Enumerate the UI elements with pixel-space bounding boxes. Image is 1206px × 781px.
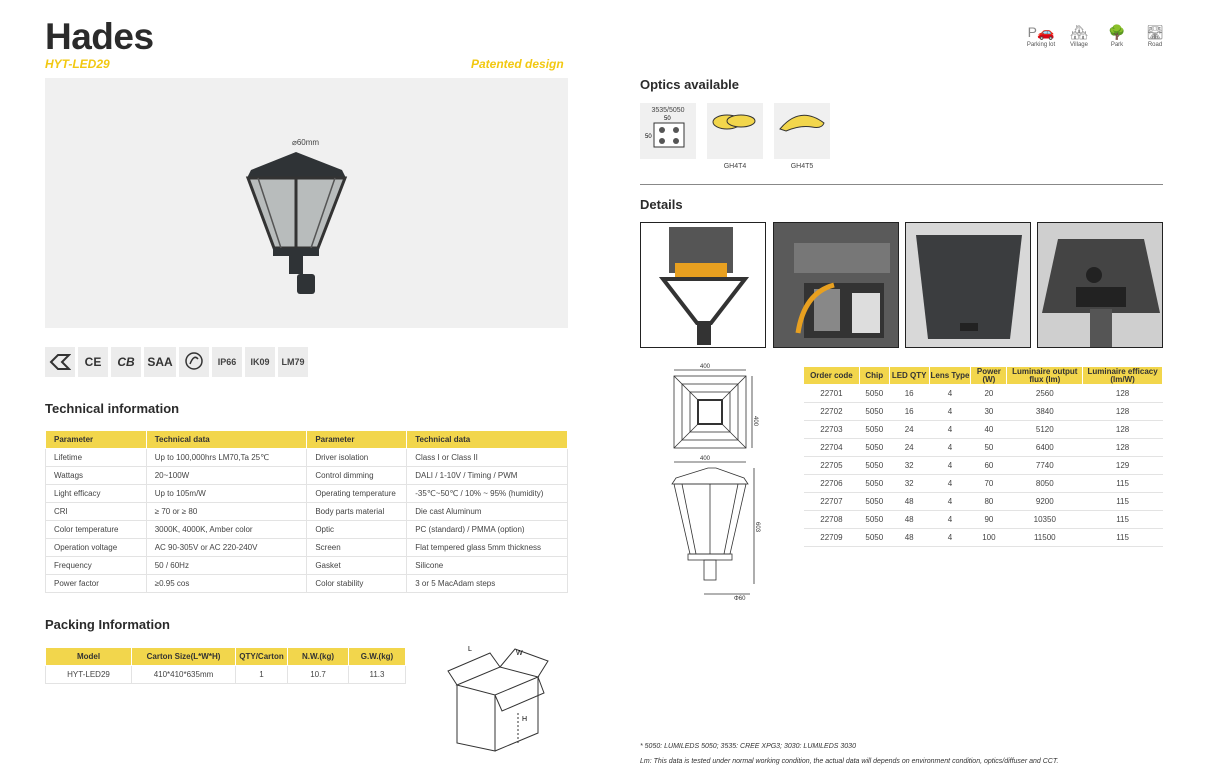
table-cell: 115 — [1083, 529, 1163, 547]
table-cell: 11.3 — [349, 666, 406, 684]
cb-cert-icon: CB — [111, 347, 141, 377]
table-cell: 3000K, 4000K, Amber color — [146, 521, 307, 539]
table-row — [46, 557, 568, 575]
road-app — [1140, 22, 1170, 48]
parking-icon: P🚗 — [1027, 24, 1055, 40]
order-col-header: Chip — [859, 367, 889, 385]
order-col-header: Lens Type — [929, 367, 971, 385]
table-cell: 5050 — [859, 385, 889, 403]
table-cell: Up to 105m/W — [146, 485, 307, 503]
carton-l-label: L — [468, 646, 472, 653]
table-row — [46, 467, 568, 485]
table-cell: 4 — [929, 403, 971, 421]
detail-photo-bottom — [905, 222, 1031, 348]
order-col-header: Luminaire output flux (lm) — [1007, 367, 1083, 385]
table-cell: 9200 — [1007, 493, 1083, 511]
app-label: Park — [1110, 42, 1124, 48]
tech-col-header: Parameter — [307, 431, 407, 449]
table-cell: 90 — [971, 511, 1007, 529]
lm79-cert-icon: LM79 — [278, 347, 308, 377]
page-title: Hades — [45, 16, 154, 57]
table-cell: 40 — [971, 421, 1007, 439]
tech-section-heading: Technical information — [45, 401, 180, 416]
table-cell: 5050 — [859, 421, 889, 439]
optic-dim-b: 50 — [645, 134, 652, 140]
table-row — [46, 666, 406, 684]
table-cell: 50 — [971, 439, 1007, 457]
table-cell: 129 — [1083, 457, 1163, 475]
table-cell: 24 — [889, 421, 929, 439]
table-cell: 4 — [929, 475, 971, 493]
tech-table — [45, 430, 568, 593]
model-code: HYT-LED29 — [45, 57, 110, 71]
dimension-drawing — [660, 362, 770, 602]
table-row — [46, 485, 568, 503]
table-cell: Driver isolation — [307, 449, 407, 467]
table-cell: 5050 — [859, 511, 889, 529]
table-cell: 22703 — [804, 421, 860, 439]
table-cell: 48 — [889, 493, 929, 511]
optic-gh4t5 — [774, 103, 830, 159]
certifications-row — [45, 347, 308, 377]
table-cell: DALI / 1-10V / Timing / PWM — [407, 467, 568, 485]
table-cell: Body parts material — [307, 503, 407, 521]
patent-label: Patented design — [471, 57, 564, 71]
table-cell: 5050 — [859, 475, 889, 493]
table-cell: ≥ 70 or ≥ 80 — [146, 503, 307, 521]
table-cell: 4 — [929, 493, 971, 511]
app-label: Parking lot — [1026, 42, 1056, 48]
table-cell: 4 — [929, 385, 971, 403]
table-cell: 8050 — [1007, 475, 1083, 493]
table-cell: 80 — [971, 493, 1007, 511]
table-cell: 4 — [929, 421, 971, 439]
product-image — [45, 78, 568, 328]
detail-photo-top — [1037, 222, 1163, 348]
table-row — [804, 403, 1163, 421]
table-cell: Class I or Class II — [407, 449, 568, 467]
table-cell: Up to 100,000hrs LM70,Ta 25℃ — [146, 449, 307, 467]
tech-col-header: Technical data — [407, 431, 568, 449]
order-col-header: Luminaire efficacy (lm/W) — [1083, 367, 1163, 385]
lamp-illustration — [45, 78, 568, 328]
table-cell: Control dimming — [307, 467, 407, 485]
table-cell: Die cast Aluminum — [407, 503, 568, 521]
pack-col-header: QTY/Carton — [236, 648, 288, 666]
table-cell: 3840 — [1007, 403, 1083, 421]
table-cell: 5050 — [859, 493, 889, 511]
table-cell: 20~100W — [146, 467, 307, 485]
table-cell: 22705 — [804, 457, 860, 475]
table-cell: 60 — [971, 457, 1007, 475]
lens-gh4t4-icon — [707, 103, 763, 159]
optics-section-heading: Optics available — [640, 77, 739, 92]
table-row — [46, 503, 568, 521]
carton-h-label: H — [522, 716, 528, 723]
table-cell: 128 — [1083, 385, 1163, 403]
pack-col-header: Carton Size(L*W*H) — [132, 648, 236, 666]
table-row — [46, 575, 568, 593]
application-icons — [1026, 22, 1170, 48]
table-row — [804, 511, 1163, 529]
optic-chip-3535 — [640, 103, 696, 159]
pole-diameter-label: ⌀60mm — [292, 138, 320, 147]
tech-table-header — [46, 431, 568, 449]
table-cell: Color stability — [307, 575, 407, 593]
table-row — [804, 439, 1163, 457]
footnote-lm: Lm: This data is tested under normal working condition, the actual data will depends on environment condition, optics/diffuser and CCT. — [640, 758, 1059, 765]
top-width-label: 400 — [700, 364, 711, 370]
tech-col-header: Parameter — [46, 431, 147, 449]
table-row — [804, 475, 1163, 493]
table-cell: 6400 — [1007, 439, 1083, 457]
table-cell: AC 90-305V or AC 220-240V — [146, 539, 307, 557]
optic-dim-a: 50 — [664, 116, 671, 122]
table-cell: Light efficacy — [46, 485, 147, 503]
table-cell: 22707 — [804, 493, 860, 511]
table-cell: ≥0.95 cos — [146, 575, 307, 593]
table-cell: Screen — [307, 539, 407, 557]
table-row — [804, 493, 1163, 511]
table-cell: 22701 — [804, 385, 860, 403]
village-app — [1064, 22, 1094, 48]
table-cell: Lifetime — [46, 449, 147, 467]
order-table-header — [804, 367, 1163, 385]
table-cell: 16 — [889, 385, 929, 403]
park-app — [1102, 22, 1132, 48]
pack-col-header: Model — [46, 648, 132, 666]
table-cell: 3 or 5 MacAdam steps — [407, 575, 568, 593]
table-cell: 128 — [1083, 421, 1163, 439]
table-cell: 30 — [971, 403, 1007, 421]
table-cell: Operation voltage — [46, 539, 147, 557]
table-cell: 410*410*635mm — [132, 666, 236, 684]
table-cell: CRI — [46, 503, 147, 521]
order-col-header: Order code — [804, 367, 860, 385]
table-cell: 48 — [889, 529, 929, 547]
table-cell: 7740 — [1007, 457, 1083, 475]
tree-icon: 🌳 — [1108, 24, 1126, 40]
table-cell: 5050 — [859, 529, 889, 547]
table-cell: Operating temperature — [307, 485, 407, 503]
table-cell: 5120 — [1007, 421, 1083, 439]
table-cell: 50 / 60Hz — [146, 557, 307, 575]
table-cell: Frequency — [46, 557, 147, 575]
pole-diameter-dim: Φ60 — [734, 596, 746, 602]
table-cell: HYT-LED29 — [46, 666, 132, 684]
table-cell: 2560 — [1007, 385, 1083, 403]
table-cell: -35℃~50℃ / 10% ~ 95% (humidity) — [407, 485, 568, 503]
table-cell: 4 — [929, 457, 971, 475]
table-cell: Optic — [307, 521, 407, 539]
table-cell: 32 — [889, 475, 929, 493]
table-cell: Wattags — [46, 467, 147, 485]
section-divider — [640, 184, 1163, 185]
led-module-icon — [640, 114, 696, 154]
packing-table-header — [46, 648, 406, 666]
table-cell: Silicone — [407, 557, 568, 575]
table-cell: 22709 — [804, 529, 860, 547]
table-row — [46, 521, 568, 539]
table-cell: 22708 — [804, 511, 860, 529]
ik09-cert-icon: IK09 — [245, 347, 275, 377]
table-cell: 100 — [971, 529, 1007, 547]
detail-photo-driver — [773, 222, 899, 348]
table-cell: 48 — [889, 511, 929, 529]
carton-diagram — [440, 643, 550, 753]
table-cell: 22706 — [804, 475, 860, 493]
rohs-cert-icon — [179, 347, 209, 377]
detail-photo-open-housing — [640, 222, 766, 348]
table-cell: 32 — [889, 457, 929, 475]
table-row — [804, 457, 1163, 475]
table-cell: 4 — [929, 529, 971, 547]
optic-caption: GH4T5 — [790, 163, 814, 170]
table-cell: Flat tempered glass 5mm thickness — [407, 539, 568, 557]
table-row — [46, 539, 568, 557]
table-cell: 22704 — [804, 439, 860, 457]
pack-col-header: G.W.(kg) — [349, 648, 406, 666]
table-cell: 24 — [889, 439, 929, 457]
table-cell: 70 — [971, 475, 1007, 493]
table-cell: 115 — [1083, 511, 1163, 529]
side-width-label: 400 — [700, 456, 711, 462]
road-icon: 🛣 — [1146, 24, 1164, 40]
table-row — [804, 529, 1163, 547]
table-row — [804, 421, 1163, 439]
order-col-header: LED QTY — [889, 367, 929, 385]
top-height-label: 400 — [752, 416, 758, 427]
lens-gh4t5-icon — [774, 103, 830, 159]
table-cell: 5050 — [859, 439, 889, 457]
order-col-header: Power (W) — [971, 367, 1007, 385]
table-cell: 10.7 — [288, 666, 349, 684]
table-cell: Color temperature — [46, 521, 147, 539]
table-row — [804, 385, 1163, 403]
optic-caption: GH4T4 — [723, 163, 747, 170]
packing-table — [45, 647, 406, 684]
table-cell: Gasket — [307, 557, 407, 575]
table-cell: 16 — [889, 403, 929, 421]
tech-col-header: Technical data — [146, 431, 307, 449]
table-cell: 128 — [1083, 439, 1163, 457]
order-table — [803, 366, 1163, 547]
optic-gh4t4 — [707, 103, 763, 159]
pack-col-header: N.W.(kg) — [288, 648, 349, 666]
packing-section-heading: Packing Information — [45, 617, 170, 632]
table-cell: 115 — [1083, 493, 1163, 511]
table-cell: 1 — [236, 666, 288, 684]
side-height-label: 603 — [754, 522, 760, 533]
table-cell: 11500 — [1007, 529, 1083, 547]
table-cell: Power factor — [46, 575, 147, 593]
ce-cert-icon: CE — [78, 347, 108, 377]
table-cell: 5050 — [859, 457, 889, 475]
app-label: Road — [1147, 42, 1163, 48]
table-cell: 5050 — [859, 403, 889, 421]
app-label: Village — [1070, 42, 1088, 48]
ip66-cert-icon: IP66 — [212, 347, 242, 377]
carton-w-label: W — [516, 650, 523, 657]
table-cell: 128 — [1083, 403, 1163, 421]
table-cell: 115 — [1083, 475, 1163, 493]
table-row — [46, 449, 568, 467]
footnote-chips: * 5050: LUMILEDS 5050; 3535: CREE XPG3; 3030: LUMILEDS 3030 — [640, 743, 856, 750]
table-cell: 4 — [929, 439, 971, 457]
table-cell: 4 — [929, 511, 971, 529]
ccc-cert-icon — [45, 347, 75, 377]
table-cell: 20 — [971, 385, 1007, 403]
village-icon: 🏘 — [1070, 24, 1088, 40]
saa-cert-icon: SAA — [144, 347, 176, 377]
details-section-heading: Details — [640, 197, 683, 212]
table-cell: PC (standard) / PMMA (option) — [407, 521, 568, 539]
table-cell: 22702 — [804, 403, 860, 421]
parking-lot-app — [1026, 22, 1056, 48]
table-cell: 10350 — [1007, 511, 1083, 529]
optic-title: 3535/5050 — [651, 107, 685, 114]
